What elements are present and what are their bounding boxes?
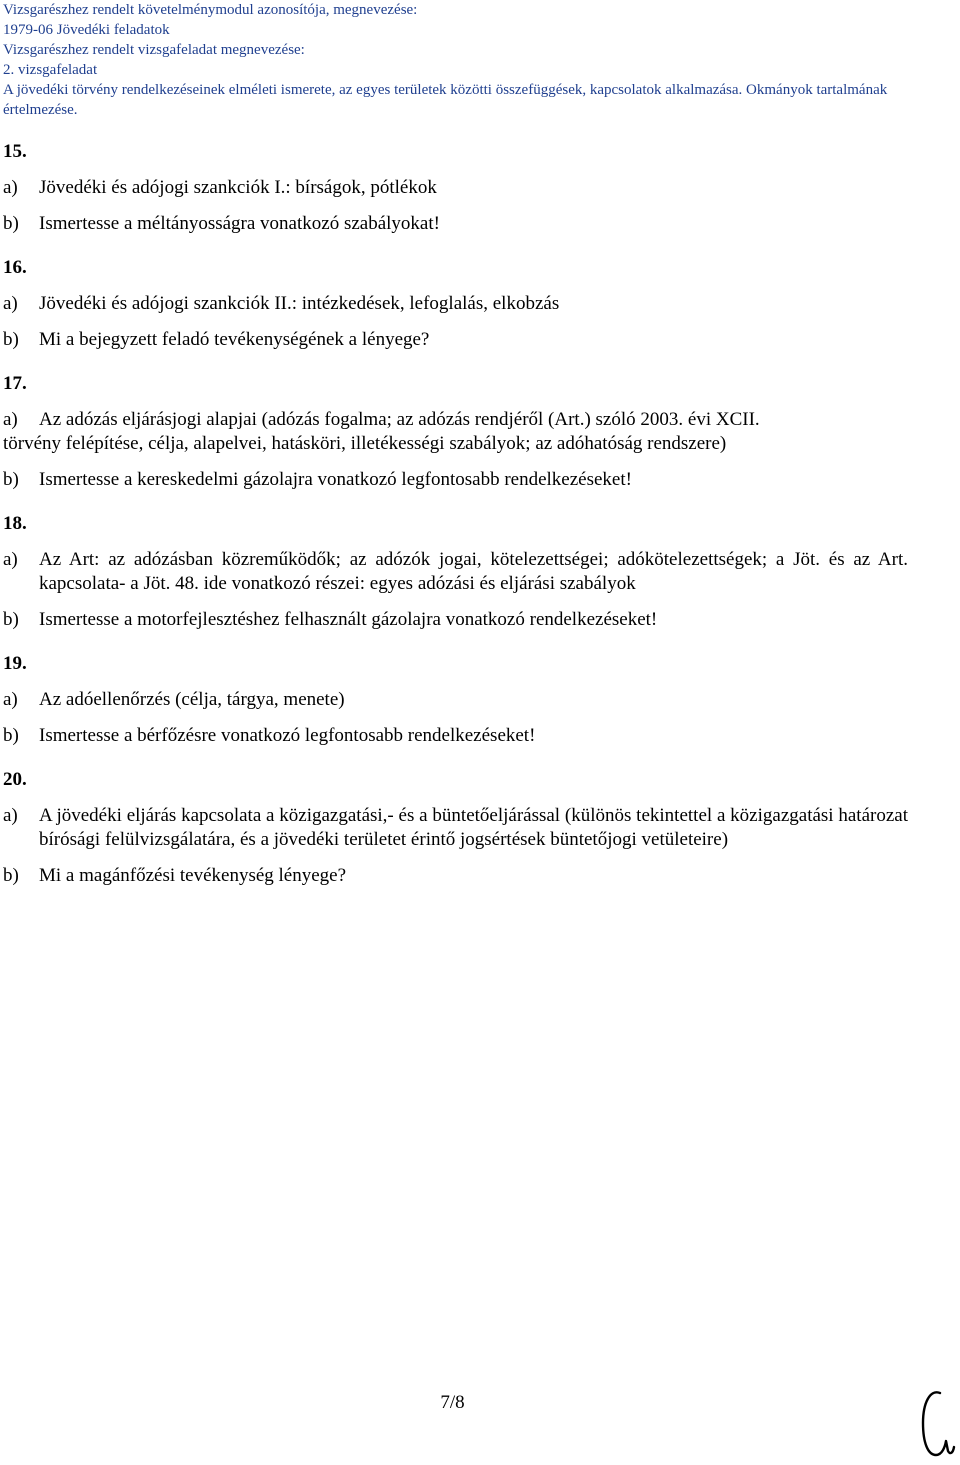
topic-16	[3, 256, 908, 352]
header-line: A jövedéki törvény rendelkezéseinek elméleti ismerete, az egyes területek közötti összefüggések, kapcsolatok alkalmazása. Okmányok tartalmának	[3, 82, 888, 98]
question-label: b)	[3, 469, 19, 490]
question-text: Mi a magánfőzési tevékenység lényege?	[39, 865, 347, 886]
question-a	[3, 688, 908, 712]
question-label: a)	[3, 293, 18, 314]
topic-20	[3, 768, 908, 888]
question-label: a)	[3, 689, 18, 710]
header-line: Vizsgarészhez rendelt vizsgafeladat megnevezése:	[3, 42, 305, 58]
question-text: Jövedéki és adójogi szankciók II.: intézkedések, lefoglalás, elkobzás	[39, 293, 560, 314]
topic-number: 17.	[3, 373, 27, 394]
question-text: Ismertesse a kereskedelmi gázolajra vonatkozó legfontosabb rendelkezéseket!	[39, 469, 632, 490]
question-a-continuation: törvény felépítése, célja, alapelvei, hatásköri, illetékességi szabályok; az adóhatóság rendszere)	[3, 433, 727, 454]
topic-number: 15.	[3, 141, 27, 162]
question-b	[3, 328, 908, 352]
question-b	[3, 864, 908, 888]
question-label: b)	[3, 609, 19, 630]
topic-17	[3, 372, 908, 492]
topic-number: 20.	[3, 769, 27, 790]
question-text: Jövedéki és adójogi szankciók I.: bírságok, pótlékok	[39, 177, 437, 198]
header-line: 1979-06 Jövedéki feladatok	[3, 22, 170, 38]
question-label: b)	[3, 329, 19, 350]
question-text: Ismertesse a méltányosságra vonatkozó szabályokat!	[39, 213, 440, 234]
handwritten-initial-icon	[918, 1385, 958, 1465]
question-text: Az adózás eljárásjogi alapjai (adózás fogalma; az adózás rendjéről (Art.) szóló 2003. évi XCII.	[39, 409, 760, 430]
question-label: a)	[3, 549, 18, 570]
question-a	[3, 408, 908, 432]
question-a	[3, 292, 908, 316]
page-number: 7/8	[440, 1392, 465, 1413]
question-b	[3, 608, 908, 632]
header-line: Vizsgarészhez rendelt követelménymodul azonosítója, megnevezése:	[3, 2, 418, 18]
header-line: 2. vizsgafeladat	[3, 62, 98, 78]
exam-topics	[3, 140, 908, 908]
question-text: Az Art: az adózásban közreműködők; az adózók jogai, kötelezettségei; adókötelezettségek; a Jöt. és az Art. kapcsolata- a Jöt. 48. ide vonatkozó részei: egyes adózási és eljárási szabályok	[39, 549, 908, 594]
question-a	[3, 176, 908, 200]
question-b	[3, 212, 908, 236]
question-b	[3, 468, 908, 492]
question-b	[3, 724, 908, 748]
question-label: b)	[3, 213, 19, 234]
question-label: a)	[3, 409, 18, 430]
question-text: Mi a bejegyzett feladó tevékenységének a lényege?	[39, 329, 430, 350]
topic-18	[3, 512, 908, 632]
question-text: Ismertesse a motorfejlesztéshez felhasznált gázolajra vonatkozó rendelkezéseket!	[39, 609, 658, 630]
topic-15	[3, 140, 908, 236]
question-text: Az adóellenőrzés (célja, tárgya, menete)	[39, 689, 345, 710]
question-a	[3, 804, 908, 852]
document-header	[3, 0, 953, 120]
topic-number: 16.	[3, 257, 27, 278]
topic-19	[3, 652, 908, 748]
question-a	[3, 548, 908, 596]
header-line: értelmezése.	[3, 102, 78, 118]
question-label: a)	[3, 805, 18, 826]
question-label: b)	[3, 865, 19, 886]
topic-number: 18.	[3, 513, 27, 534]
topic-number: 19.	[3, 653, 27, 674]
question-label: b)	[3, 725, 19, 746]
question-label: a)	[3, 177, 18, 198]
question-text: Ismertesse a bérfőzésre vonatkozó legfontosabb rendelkezéseket!	[39, 725, 536, 746]
question-text: A jövedéki eljárás kapcsolata a közigazgatási,- és a büntetőeljárással (különös tekintettel a közigazgatási határozat bírósági felülvizsgálatára, és a jövedéki területet érintő jogsértések büntetőjogi vetületeire)	[39, 805, 908, 850]
